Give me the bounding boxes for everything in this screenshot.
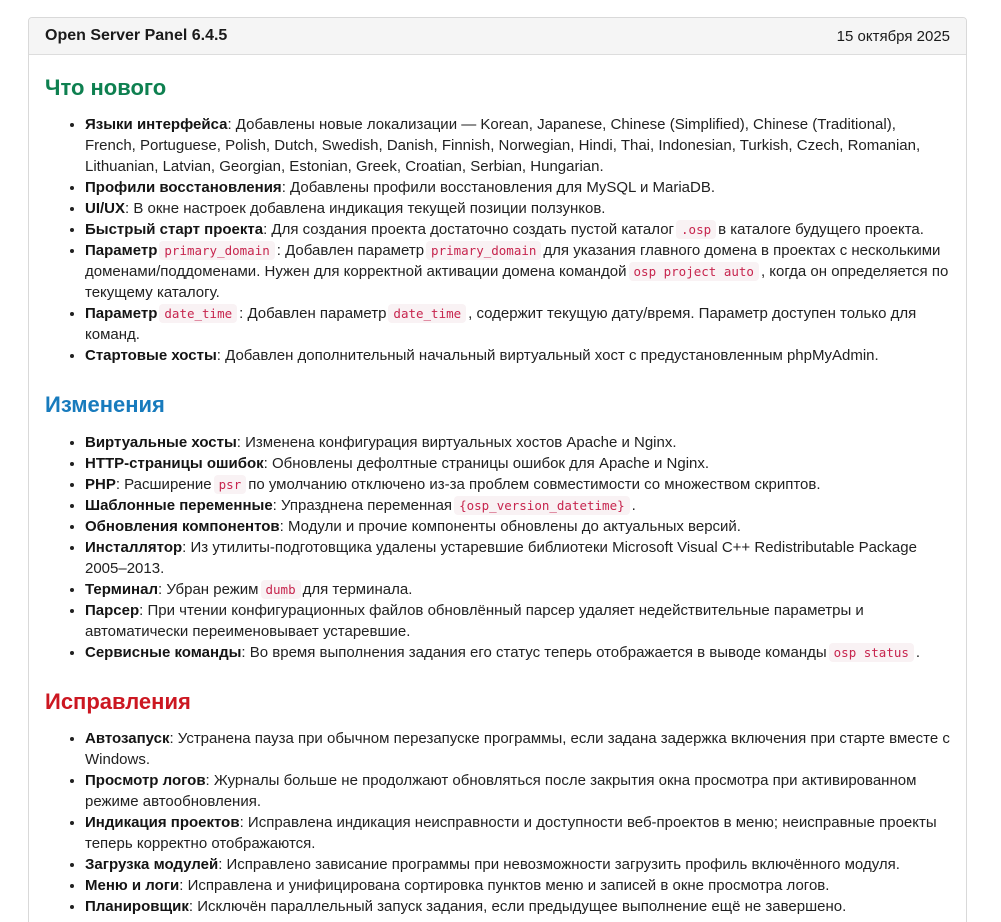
- changelog-list-fixes: [45, 728, 950, 917]
- item-term: Параметр: [85, 305, 158, 323]
- changelog-item: • Виртуальные хосты: Изменена конфигурация виртуальных хостов Apache и Nginx.: [85, 432, 950, 453]
- changelog-item: • HTTP-страницы ошибок: Обновлены дефолтные страницы ошибок для Apache и Nginx.: [85, 453, 950, 474]
- inline-code: .osp: [676, 220, 716, 239]
- changelog-item: • Просмотр логов: Журналы больше не продолжают обновляться после закрытия окна просмотра при активированном режиме автообновления.: [85, 770, 950, 812]
- changelog-item: • Профили восстановления: Добавлены профили восстановления для MySQL и MariaDB.: [85, 177, 950, 198]
- changelog-item: • Инсталлятор: Из утилиты-подготовщика удалены устаревшие библиотеки Microsoft Visual C++ Redistributable Package 2005–2013.: [85, 537, 950, 579]
- item-term: Загрузка модулей: [85, 855, 219, 873]
- changelog-item: • Параметр date_time : Добавлен параметр date_time , содержит текущую дату/время. Параметр доступен только для команд.: [85, 303, 950, 345]
- item-term: Языки интерфейса: [85, 116, 228, 134]
- changelog-list-whats-new: [45, 114, 950, 366]
- changelog-item: • PHP: Расширение psr по умолчанию отключено из-за проблем совместимости со множеством скриптов.: [85, 474, 950, 495]
- changelog-item: • Терминал: Убран режим dumb для терминала.: [85, 579, 950, 600]
- item-term: Автозапуск: [85, 729, 170, 747]
- inline-code: {osp_version_datetime}: [454, 496, 630, 515]
- item-term: Терминал: [85, 580, 158, 598]
- item-term: Меню и логи: [85, 876, 180, 894]
- section-heading-fixes: Исправления: [45, 688, 191, 714]
- item-term: Параметр: [85, 242, 158, 260]
- item-term: Планировщик: [85, 897, 189, 915]
- inline-code: date_time: [159, 304, 237, 323]
- section-heading-changes: Изменения: [45, 392, 165, 418]
- changelog-item: • Быстрый старт проекта: Для создания проекта достаточно создать пустой каталог .osp в каталоге будущего проекта.: [85, 219, 950, 240]
- changelog-item: • Автозапуск: Устранена пауза при обычном перезапуске программы, если задана задержка включения при старте вместе с Windows.: [85, 728, 950, 770]
- item-term: UI/UX: [85, 200, 126, 218]
- section-heading-whats-new: Что нового: [45, 75, 167, 100]
- changelog-item: • Парсер: При чтении конфигурационных файлов обновлённый парсер удаляет недействительные параметры и автоматически переименовывает устаревшие.: [85, 600, 950, 642]
- item-term: Сервисные команды: [85, 643, 242, 661]
- changelog-item: • UI/UX: В окне настроек добавлена индикация текущей позиции ползунков.: [85, 198, 950, 219]
- inline-code: osp status: [829, 643, 914, 662]
- changelog-item: • Индикация проектов: Исправлена индикация неисправности и доступности веб-проектов в меню; неисправные проекты теперь корректно отображаются.: [85, 812, 950, 854]
- inline-code: primary_domain: [426, 241, 541, 260]
- changelog-item: • Обновления компонентов: Модули и прочие компоненты обновлены до актуальных версий.: [85, 516, 950, 537]
- inline-code: primary_domain: [159, 241, 274, 260]
- inline-code: dumb: [261, 580, 301, 599]
- item-term: Парсер: [85, 601, 140, 619]
- changelog-item: • Планировщик: Исключён параллельный запуск задания, если предыдущее выполнение ещё не завершено.: [85, 896, 950, 917]
- changelog-item: • Шаблонные переменные: Упразднена переменная {osp_version_datetime} .: [85, 495, 950, 516]
- panel-header: [29, 18, 966, 55]
- changelog-item: • Языки интерфейса: Добавлены новые локализации — Korean, Japanese, Chinese (Simplified), Chinese (Traditional), French, Portuguese, Polish, Dutch, Swedish, Danish, Finnish, Norwegian, Hindi, Thai, Indonesian, Turkish, Czech, Romanian, Lithuanian, Latvian, Georgian, Estonian, Greek, Croatian, Serbian, Hungarian.: [85, 114, 950, 177]
- inline-code: psr: [214, 475, 247, 494]
- panel-title: Open Server Panel 6.4.5: [45, 27, 228, 44]
- item-term: Быстрый старт проекта: [85, 221, 264, 239]
- inline-code: osp project auto: [629, 262, 759, 281]
- changelog-list-changes: [45, 432, 950, 663]
- changelog-item: • Загрузка модулей: Исправлено зависание программы при невозможности загрузить профиль включённого модуля.: [85, 854, 950, 875]
- changelog-item: • Сервисные команды: Во время выполнения задания его статус теперь отображается в выводе команды osp status .: [85, 642, 950, 663]
- changelog-item: • Стартовые хосты: Добавлен дополнительный начальный виртуальный хост с предустановленным phpMyAdmin.: [85, 345, 950, 366]
- changelog-body: [29, 55, 966, 922]
- item-term: Обновления компонентов: [85, 517, 280, 535]
- item-term: Профили восстановления: [85, 179, 282, 197]
- item-term: Стартовые хосты: [85, 347, 217, 365]
- item-term: Виртуальные хосты: [85, 433, 237, 451]
- item-term: Инсталлятор: [85, 538, 183, 556]
- item-term: Просмотр логов: [85, 771, 206, 789]
- changelog-item: • Меню и логи: Исправлена и унифицирована сортировка пунктов меню и записей в окне просмотра логов.: [85, 875, 950, 896]
- changelog-item: • Параметр primary_domain : Добавлен параметр primary_domain для указания главного домена в проектах с несколькими доменами/поддоменами. Нужен для корректной активации домена командой osp project auto , когда он определяется по текущему каталогу.: [85, 240, 950, 303]
- changelog-panel: [28, 17, 967, 922]
- item-term: HTTP-страницы ошибок: [85, 454, 264, 472]
- inline-code: date_time: [388, 304, 466, 323]
- item-term: PHP: [85, 475, 116, 493]
- item-term: Индикация проектов: [85, 813, 240, 831]
- release-date: 15 октября 2025: [836, 27, 950, 45]
- item-term: Шаблонные переменные: [85, 496, 273, 514]
